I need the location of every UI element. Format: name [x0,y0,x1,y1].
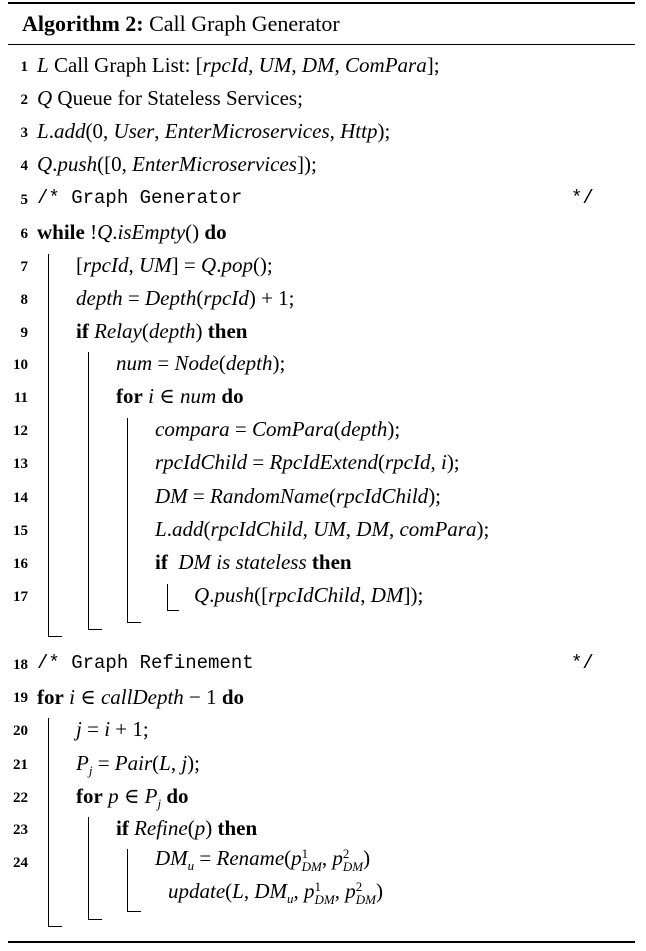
code-line-8: depth = Depth(rpcId) + 1; [76,286,295,310]
if-relay-block-guide [88,352,89,630]
algorithm-title [22,11,340,37]
code-comment-graph-refinement: /* Graph Refinement [37,652,254,674]
line-number: 7 [20,259,28,275]
code-line-20: j = i + 1; [76,717,149,741]
title-rule [8,44,635,45]
if-refine-block-end [127,911,141,912]
algorithm-label: Algorithm 2: [22,11,144,36]
line-number: 12 [13,423,28,439]
bottom-rule [8,941,635,943]
line-number: 17 [13,589,28,605]
code-line-12: compara = ComPara(depth); [155,417,401,441]
line-number: 22 [13,790,28,806]
code-line-14: DM = RandomName(rpcIdChild); [155,484,442,508]
for-pair-block-end [88,919,102,920]
for-num-block-guide [127,418,128,623]
code-line-7: [rpcId, UM] = Q.pop(); [76,253,273,277]
for-depth-block-guide [48,718,49,927]
if-stateless-block-end [167,610,179,611]
line-number: 1 [20,59,28,75]
code-line-22: for p ∈ $P_j$ do [76,784,189,812]
line-number: 23 [13,822,28,838]
code-line-23: if Refine(p) then [116,816,258,840]
line-number: 19 [13,690,28,706]
comment-close: */ [571,187,594,209]
line-number: 3 [20,125,28,141]
code-line-10: num = Node(depth); [116,351,286,375]
code-line-24b: update(L, $DM_u$, p1 DM, p2 DM) [168,879,383,908]
line-number: 13 [13,456,28,472]
while-block-end [48,636,62,637]
code-line-6: while !Q.isEmpty() do [37,220,227,244]
line-number: 8 [20,292,28,308]
code-line-9: if Relay(depth) then [76,319,248,343]
code-line-16: if DM is stateless then [155,550,352,574]
for-pair-block-guide [88,817,89,920]
code-line-2: Q Queue for Stateless Services; [37,86,303,110]
line-number: 20 [13,723,28,739]
code-line-1: L Call Graph List: [rpcId, UM, DM, ComPara]; [37,53,440,77]
code-line-4: Q.push([0, EnterMicroservices]); [37,152,317,176]
line-number: 11 [13,390,28,406]
if-stateless-block-guide [167,584,168,611]
comment-close: */ [571,652,594,674]
line-number: 15 [13,523,28,539]
line-number: 16 [13,556,28,572]
code-line-19: for i ∈ callDepth − 1 do [37,685,245,709]
line-number: 9 [20,325,28,341]
code-line-24: $DM_u$ = Rename(p1 DM, p2 DM) [155,846,371,875]
code-line-3: L.add(0, User, EnterMicroservices, Http); [37,119,391,143]
while-block-guide [48,254,49,637]
line-number: 18 [13,657,28,673]
if-relay-block-end [88,629,102,630]
code-line-15: L.add(rpcIdChild, UM, DM, comPara); [155,517,490,541]
line-number: 24 [13,855,28,871]
code-line-21: $P_j$ = Pair(L, j); [76,751,200,779]
algorithm-name: Call Graph Generator [149,11,340,36]
if-refine-block-guide [127,849,128,912]
line-number: 5 [20,192,28,208]
for-num-block-end [127,622,141,623]
line-number: 4 [20,158,28,174]
top-rule [8,2,635,4]
for-depth-block-end [48,926,62,927]
line-number: 2 [20,92,28,108]
code-comment-graph-generator: /* Graph Generator [37,187,243,209]
line-number: 10 [13,357,28,373]
line-number: 21 [13,757,28,773]
line-number: 14 [13,490,28,506]
line-number: 6 [20,226,28,242]
code-line-11: for i ∈ num do [116,384,244,408]
code-line-17: Q.push([rpcIdChild, DM]); [194,583,424,607]
code-line-13: rpcIdChild = RpcIdExtend(rpcId, i); [155,450,460,474]
